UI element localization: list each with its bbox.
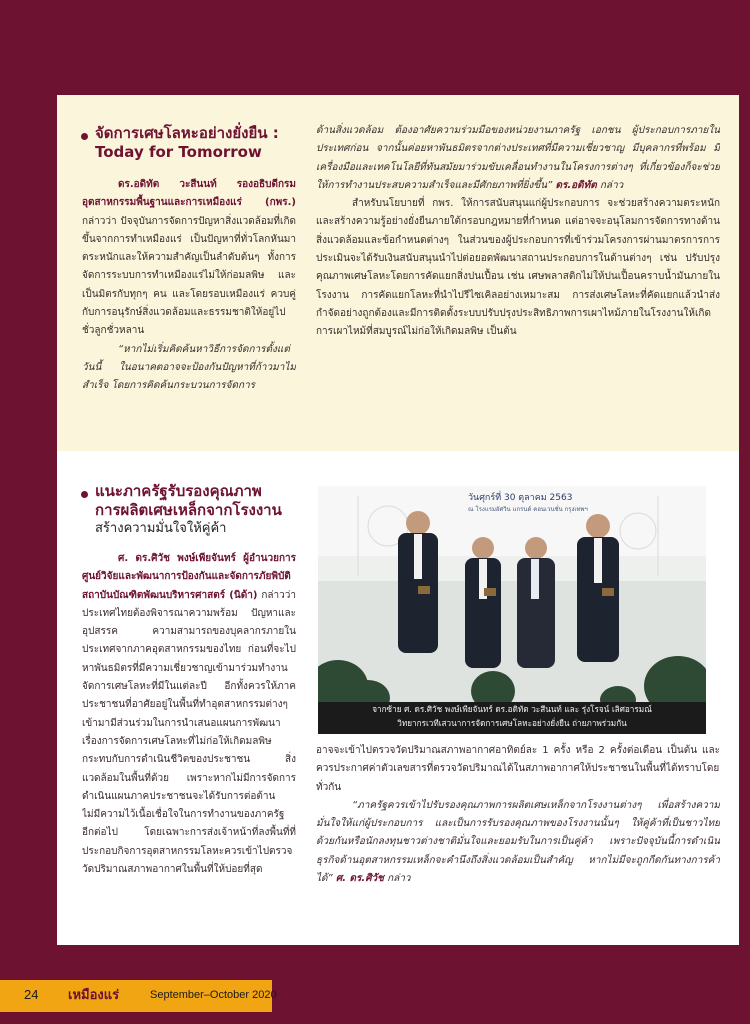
magazine-logo: เหมืองแร่: [68, 987, 120, 1002]
bullet-icon: [81, 133, 88, 140]
section1-para1: กล่าวว่า ปัจจุบันการจัดการปัญหาสิ่งแวดล้อมที่เกิดขึ้นจากการทำเหมืองแร่ เป็นปัญหาที่ทั่วโลกหันมาตระหนักและให้ความสำคัญเป็นลำดับต้นๆ ทั้งการจัดการระบบการทำเหมืองแร่ไม่ให้ก่อมลพิษ และเป็นมิตรกับทุกๆ คน และโดยรอบเหมืองแร่ ควบคู่กับการอนุรักษ์สิ่งแวดล้อมและธรรมชาติให้อยู่ไปชั่วลูกชั่วหลาน: [82, 215, 296, 337]
section2-title-line1: แนะภาครัฐรับรองคุณภาพ: [95, 482, 262, 500]
section1-title: [95, 124, 300, 162]
event-photo: [318, 486, 706, 734]
section1-left-column: [82, 176, 296, 430]
photo-caption: [318, 702, 706, 734]
page-number: 24: [24, 987, 39, 1002]
section2-right-column: [316, 742, 720, 924]
section2-left-column: [82, 550, 296, 922]
section2-quote-author: ศ. ดร.ศิวัช: [335, 873, 384, 885]
section2-byline: ศ. ดร.ศิวัช พงษ์เพียจันทร์ ผู้อำนวยการศูนย์วิจัยและพัฒนาการป้องกันและจัดการภัยพิบัติ สถาบันบัณฑิตพัฒนบริหารศาสตร์ (นิด้า): [82, 553, 296, 601]
section2-para1: กล่าวว่า ประเทศไทยต้องพิจารณาความพร้อม ปัญหาและอุปสรรค ความสามารถของบุคลากรภายในประเทศจากภาคอุตสาหกรรมของไทย ก่อนที่จะไปหาพันธมิตรที่มีความเชี่ยวชาญเข้ามาร่วมทำงานจัดการเศษโลหะที่มีในแต่ละปี อีกทั้งควรให้ภาคประชาชนที่อาศัยอยู่ในพื้นที่ทำอุตสาหกรรมต่างๆ เข้ามามีส่วนร่วมในการนำเสนอแผนการพัฒนาเรื่องการจัดการเศษโลหะที่ไม่ก่อให้เกิดมลพิษกระทบกับการดำเนินชีวิตของประชาชน สิ่งแวดล้อมในพื้นที่ด้วย เพราะหากไม่มีการจัดการดำเนินแผนภาคประชาชนจะได้รับการต่อต้าน ไม่มีความไว้เนื้อเชื่อใจในการทำงานของภาครัฐอีกต่อไป โดยเฉพาะการส่งเจ้าหน้าที่ลงพื้นที่ที่ประกอบกิจการอุตสาหกรรมโลหะควรเข้าไปตรวจวัดปริมาณสภาพอากาศในพื้นที่ให้บ่อยที่สุด: [82, 589, 296, 876]
photo-illustration: [318, 486, 706, 734]
section1-right-column: [316, 122, 720, 434]
caption-line1: จากซ้าย ศ. ดร.ศิวัช พงษ์เพียจันทร์ ดร.อดิทัต วะสีนนท์ และ รุ่งโรจน์ เลิศอารมณ์: [372, 704, 652, 714]
section2-title: [95, 482, 305, 520]
caption-line2: วิทยากรเวทีเสวนาการจัดการเศษโลหะอย่างยั่งยืน ถ่ายภาพร่วมกัน: [397, 718, 627, 728]
backdrop-venue: ณ โรงแรมอัศวิน แกรนด์ คอนเวนชั่น กรุงเทพฯ: [468, 506, 588, 513]
section1-quote-said: กล่าว: [596, 179, 624, 191]
section1-para2: สำหรับนโยบายที่ กพร. ให้การสนับสนุนแก่ผู้ประกอบการ จะช่วยสร้างความตระหนักและสร้างความรู้อย่างยั่งยืนภายใต้กรอบกฎหมายที่กำหนด แต่อาจจะอนุโลมการจัดการทางด้านสิ่งแวดล้อมและข้อกำหนดต่างๆ ในส่วนของผู้ประกอบการที่เข้าร่วมโครงการผ่านมาตรการการประเมินจะได้รับเงินสนับสนุนนำไปต่อยอดพัฒนาสถานประกอบการในด้านต่างๆ เช่น ปรับปรุงคุณภาพเศษโลหะโดยการคัดแยกสิ่งปนเปื้อน เช่น เศษพลาสติกไม่ให้ปนเปื้อนคราบน้ำมันภายในโรงงาน การคัดแยกโลหะที่นำไปรีไซเคิลอย่างเหมาะสม การส่งเศษโลหะที่คัดแยกแล้วนำส่งกำจัดอย่างถูกต้องและมีการติดตั้งระบบปรับปรุงประสิทธิภาพการเผาไหม้ภายในโรงงานให้เกิดการเผาไหม้ที่สมบูรณ์ไม่ก่อให้เกิดมลพิษ เป็นต้น: [316, 198, 720, 338]
section1-byline: ดร.อดิทัต วะสีนนท์ รองอธิบดีกรมอุตสาหกรรมพื้นฐานและการเหมืองแร่ (กพร.): [82, 179, 296, 209]
section1-quote-author: ดร.อดิทัต: [555, 179, 597, 191]
section2-subtitle: สร้างความมั่นใจให้คู่ค้า: [95, 521, 227, 536]
bullet-icon: [81, 491, 88, 498]
section1-quote: “หากไม่เริ่มคิดค้นหาวิธีการจัดการตั้งแต่วันนี้ ในอนาคตอาจจะป้องกันปัญหาที่ก้าวมาไม่สำเร็จ โดยการคิดค้นกระบวนการจัดการ: [82, 343, 296, 392]
issue-date: September–October 2020: [150, 989, 277, 1001]
backdrop-date: วันศุกร์ที่ 30 ตุลาคม 2563: [468, 493, 573, 503]
section2-quote-said: กล่าว: [383, 873, 411, 885]
section1-title-line2: Today for Tomorrow: [95, 143, 262, 161]
section2-para1-cont: อาจจะเข้าไปตรวจวัดปริมาณสภาพอากาศอาทิตย์ละ 1 ครั้ง หรือ 2 ครั้งต่อเดือน เป็นต้น และควรประกาศค่าตัวเลขสารที่ตรวจวัดปริมาณได้ในสภาพอากาศให้ประชาชนในพื้นที่ได้ทราบโดยทั่วกัน: [316, 745, 720, 793]
section2-quote: “ภาครัฐควรเข้าไปรับรองคุณภาพการผลิตเศษเหล็กจากโรงงานต่างๆ เพื่อสร้างความมั่นใจให้แก่ผู้ประกอบการ และเป็นการรับรองคุณภาพของโรงงานนั้นๆ ให้คู่ค้าที่เป็นชาวไทยด้วยกันหรือนักลงทุนชาวต่างชาติมั่นใจและยอมรับในการเป็นคู่ค้า เพราะปัจจุบันนี้การดำเนินธุรกิจด้านอุตสาหกรรมเหล็กจะคำนึงถึงสิ่งแวดล้อมเป็นสำคัญ หากไม่มีจะถูกกีดกันทางการค้าได้”: [316, 799, 720, 885]
section2-title-line2: การผลิตเศษเหล็กจากโรงงาน: [95, 501, 282, 519]
section1-title-line1: จัดการเศษโลหะอย่างยั่งยืน :: [95, 124, 279, 142]
section1-quote-cont: ด้านสิ่งแวดล้อม ต้องอาศัยความร่วมมือของหน่วยงานภาครัฐ เอกชน ผู้ประกอบการภายในประเทศก่อน จากนั้นค่อยหาพันธมิตรจากต่างประเทศที่มีความเชี่ยวชาญ มีบุคลากรที่พร้อม มีเครื่องมือและเทคโนโลยีที่ทันสมัยมาร่วมขับเคลื่อนทำงานในโครงการต่างๆ ที่เกี่ยวข้องก็จะช่วยให้การทำงานประสบความสำเร็จและมีศักยภาพที่ยิ่งขึ้น”: [316, 125, 720, 191]
